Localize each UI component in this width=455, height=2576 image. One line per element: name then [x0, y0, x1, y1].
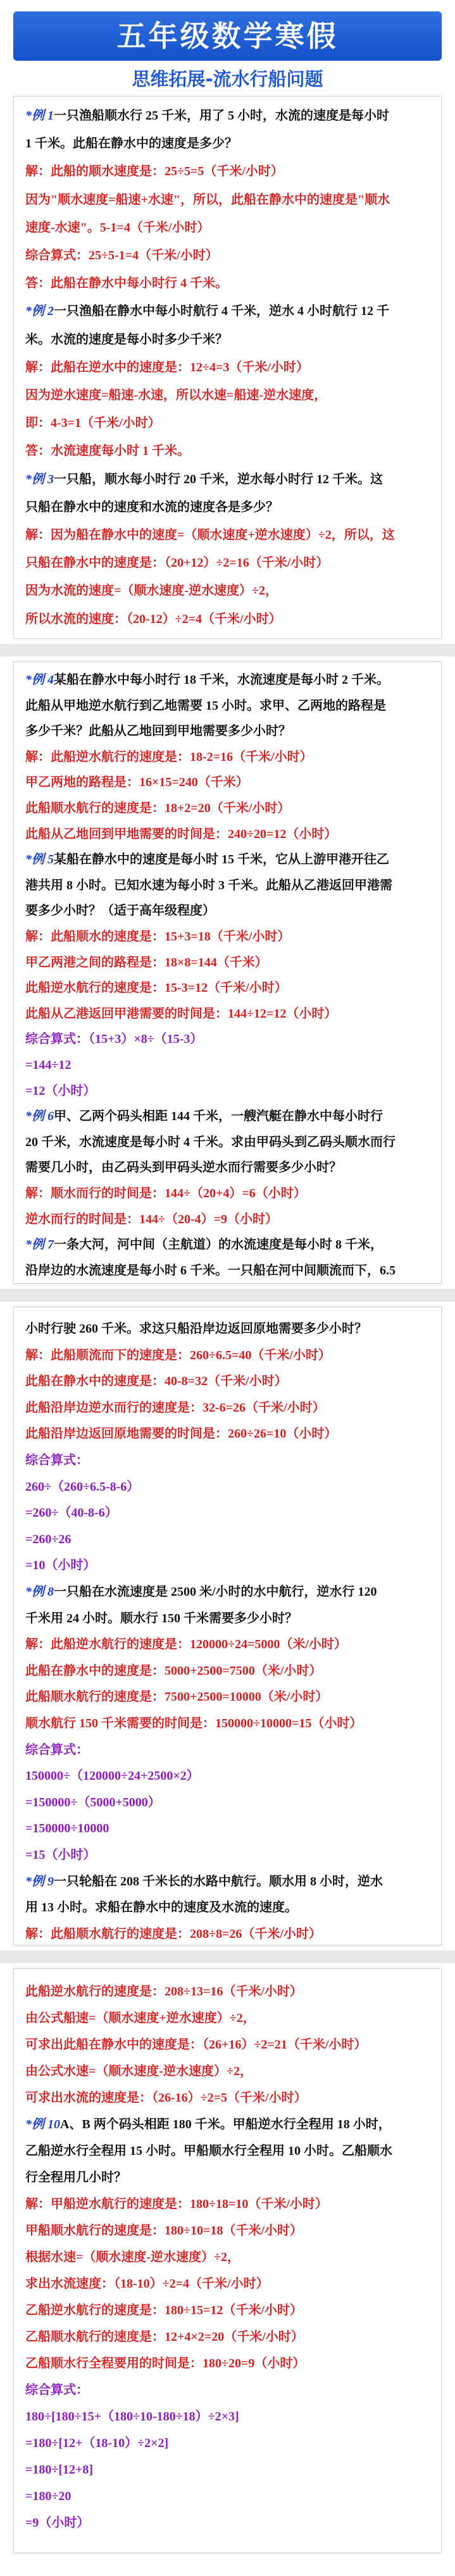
line-text: 答：此船在静水中每小时行 4 千米。	[25, 276, 228, 290]
line-text: =144÷12	[25, 1058, 72, 1072]
text-line	[25, 2432, 430, 2454]
line-text: 综合算式：（15+3）×8÷（15-3）	[25, 1032, 203, 1046]
line-text: 一只船在水流速度是 2500 米/小时的水中航行，逆水行 120	[54, 1585, 377, 1599]
line-text: 只船在静水中的速度是：（20+12）÷2=16（千米/小时）	[25, 556, 329, 570]
line-text: 解：此船顺水的速度是：15+3=18（千米/小时）	[25, 930, 290, 944]
text-line	[25, 2034, 430, 2055]
text-line	[25, 440, 430, 462]
line-text: 所以水流的速度：（20-12）÷2=4（千米/小时）	[25, 612, 282, 626]
line-text: 甲船顺水航行的速度是：180÷10=18（千米/小时）	[25, 2224, 302, 2238]
text-line	[25, 1209, 430, 1230]
text-line	[25, 2273, 430, 2295]
text-line	[25, 1660, 430, 1682]
text-line	[25, 1713, 430, 1734]
panel-gap	[0, 644, 455, 656]
text-line	[25, 300, 430, 322]
example-marker: *例 3	[25, 472, 54, 486]
text-line	[25, 1818, 430, 1839]
line-text: 150000÷（120000÷24+2500×2）	[25, 1769, 199, 1783]
line-text: 一条大河，河中间（主航道）的水流速度是每小时 8 千米，	[54, 1238, 383, 1252]
line-text: 180÷[180÷15+（180÷10-180÷18）÷2×3]	[25, 2410, 239, 2424]
line-text: 解：此船逆水航行的速度是：120000÷24=5000（米/小时）	[25, 1637, 347, 1651]
line-text: 由公式船速=（顺水速度+逆水速度）÷2，	[25, 2011, 256, 2025]
line-text: 千米用 24 小时。顺水行 150 千米需要多少小时？	[25, 1612, 297, 1625]
text-line	[25, 772, 430, 793]
line-text: =180÷20	[25, 2489, 72, 2503]
line-text: 解：此船在逆水中的速度是：12÷4=3（千米/小时）	[25, 361, 309, 374]
line-text: 顺水航行 150 千米需要的时间是：150000÷10000=15（小时）	[25, 1716, 363, 1730]
example-marker: *例 4	[25, 673, 54, 687]
text-line	[25, 161, 430, 182]
line-text: 解：顺水而行的时间是：144÷（20+4）=6（小时）	[25, 1186, 306, 1200]
text-line	[25, 1555, 430, 1576]
text-line	[25, 133, 430, 154]
line-text: 某船在静水中每小时行 18 千米，水流速度是每小时 2 千米。	[54, 673, 389, 687]
text-line	[25, 524, 430, 546]
text-line	[25, 1423, 430, 1445]
text-line	[25, 469, 430, 490]
line-text: 解：此船顺流而下的速度是：260÷6.5=40（千米/小时）	[25, 1348, 331, 1362]
text-line	[25, 2353, 430, 2374]
line-text: 甲乙两港之间的路程是：18×8=144（千米）	[25, 956, 268, 970]
line-text: 因为"顺水速度=船速+水速"，所以，此船在静水中的速度是"顺水	[25, 193, 390, 207]
text-line	[25, 608, 430, 630]
example-marker: *例 8	[25, 1585, 54, 1599]
example-marker: *例 2	[25, 304, 54, 318]
line-text: 甲乙两地的路程是：16×15=240（千米）	[25, 775, 249, 789]
text-line	[25, 2326, 430, 2348]
text-line	[25, 1183, 430, 1204]
line-text: 解：甲船逆水航行的速度是：180÷18=10（千米/小时）	[25, 2197, 328, 2211]
text-line	[25, 1981, 430, 2002]
text-line	[25, 1345, 430, 1366]
line-text: 此船在静水中的速度是：40-8=32（千米/小时）	[25, 1374, 287, 1388]
line-text: 因为逆水速度=船速-水速，所以水速=船速-逆水速度，	[25, 388, 327, 402]
line-text: 此船沿岸边逆水而行的速度是：32-6=26（千米/小时）	[25, 1401, 325, 1415]
line-text: 可求出此船在静水中的速度是：（26+16）÷2=21（千米/小时）	[25, 2038, 367, 2052]
text-line	[25, 2193, 430, 2215]
line-text: 综合算式：25÷5-1=4（千米/小时）	[25, 249, 218, 262]
line-text: 此船从乙港返回甲港需要的时间是：144÷12=12（小时）	[25, 1007, 337, 1021]
line-text: =180÷[12+（18-10）÷2×2]	[25, 2436, 169, 2450]
text-line	[25, 746, 430, 768]
example-marker: *例 6	[25, 1109, 54, 1123]
text-line	[25, 357, 430, 378]
line-text: 此船从乙地回到甲地需要的时间是：240÷20=12（小时）	[25, 827, 337, 841]
text-line	[25, 952, 430, 973]
text-line	[25, 720, 430, 742]
text-line	[25, 875, 430, 896]
text-line	[25, 245, 430, 266]
text-line	[25, 1686, 430, 1708]
line-text: 解：此船的顺水速度是：25÷5=5（千米/小时）	[25, 164, 284, 178]
text-line	[25, 1318, 430, 1340]
text-line	[25, 1131, 430, 1153]
text-line	[25, 189, 430, 211]
line-text: =12（小时）	[25, 1084, 96, 1098]
text-line	[25, 1923, 430, 1945]
text-line	[25, 849, 430, 870]
text-line	[25, 1003, 430, 1025]
text-line	[25, 1581, 430, 1603]
text-line	[25, 1502, 430, 1524]
text-line	[25, 1450, 430, 1471]
text-line	[25, 1106, 430, 1127]
text-line	[25, 695, 430, 717]
line-text: =260÷（40-8-6）	[25, 1506, 118, 1520]
line-text: 乙船逆水行全程用 15 小时。甲船顺水行全程用 10 小时。乙船顺水	[25, 2144, 392, 2158]
line-text: 20 千米，水流速度是每小时 4 千米。求由甲码头到乙码头顺水而行	[25, 1135, 396, 1149]
line-text: 答：水流速度每小时 1 千米。	[25, 444, 190, 458]
line-text: 小时行驶 260 千米。求这只船沿岸边返回原地需要多少小时？	[25, 1322, 367, 1336]
line-text: 要多少小时？（适于高年级程度）	[25, 904, 215, 918]
line-text: =9（小时）	[25, 2516, 90, 2530]
text-line	[25, 1871, 430, 1892]
page-subtitle: 思维拓展-流水行船问题	[132, 68, 323, 90]
line-text: 求出水流速度：（18-10）÷2=4（千米/小时）	[25, 2277, 269, 2291]
line-text: 一只渔船顺水行 25 千米，用了 5 小时，水流的速度是每小时	[54, 109, 389, 123]
text-line	[25, 1529, 430, 1550]
line-text: 某船在静水中的速度是每小时 15 千米，它从上游甲港开往乙	[54, 853, 389, 866]
text-line	[25, 217, 430, 238]
line-text: =150000÷10000	[25, 1821, 109, 1835]
line-text: 乙船顺水行全程要用的时间是：180÷20=9（小时）	[25, 2357, 306, 2370]
example-marker: *例 10	[25, 2117, 60, 2131]
line-text: 综合算式：	[25, 1743, 89, 1757]
line-text: 解：此船逆水航行的速度是：18-2=16（千米/小时）	[25, 750, 313, 764]
line-text: 此船顺水航行的速度是：18+2=20（千米/小时）	[25, 801, 290, 815]
text-line	[25, 2140, 430, 2162]
line-text: 可求出水流的速度是：（26-16）÷2=5（千米/小时）	[25, 2091, 307, 2105]
line-text: 综合算式：	[25, 2383, 89, 2397]
panel-gap	[0, 1289, 455, 1302]
line-text: 沿岸边的水流速度是每小时 6 千米。一只船在河中间顺流而下，6.5	[25, 1264, 396, 1278]
line-text: 行全程用几小时？	[25, 2171, 127, 2185]
text-line	[25, 1054, 430, 1076]
line-text: 因为水流的速度=（顺水速度-逆水速度）÷2，	[25, 584, 278, 598]
text-line	[25, 798, 430, 819]
line-text: =10（小时）	[25, 1558, 96, 1572]
text-line	[25, 1634, 430, 1655]
line-text: 多少千米？此船从乙地回到甲地需要多少小时？	[25, 724, 291, 738]
line-text: =150000÷（5000+5000）	[25, 1796, 161, 1809]
example-marker: *例 1	[25, 109, 54, 123]
example-marker: *例 9	[25, 1875, 54, 1889]
text-line	[25, 977, 430, 999]
line-text: 逆水而行的时间是：144÷（20-4）=9（小时）	[25, 1212, 278, 1226]
line-text: 一只轮船在 208 千米长的水路中航行。顺水用 8 小时，逆水	[54, 1875, 383, 1889]
text-line	[25, 385, 430, 406]
text-line	[25, 2406, 430, 2427]
text-line	[25, 1739, 430, 1761]
panel-gap	[0, 1950, 455, 1963]
line-text: 需要几小时，由乙码头到甲码头逆水而行需要多少小时？	[25, 1161, 342, 1174]
line-text: 此船逆水航行的速度是：15-3=12（千米/小时）	[25, 981, 287, 995]
line-text: 甲、乙两个码头相距 144 千米，一艘汽艇在静水中每小时行	[54, 1109, 383, 1123]
text-line	[25, 2087, 430, 2109]
text-line	[25, 2512, 430, 2534]
text-line	[25, 2167, 430, 2188]
text-line	[25, 552, 430, 574]
text-line	[25, 2220, 430, 2241]
line-text: 米。水流的速度是每小时多少千米？	[25, 333, 228, 347]
text-line	[25, 823, 430, 845]
line-text: 乙船逆水航行的速度是：180÷15=12（千米/小时）	[25, 2303, 302, 2317]
text-line	[25, 2459, 430, 2480]
text-line	[25, 1157, 430, 1178]
line-text: =15（小时）	[25, 1848, 96, 1862]
text-line	[25, 1844, 430, 1866]
text-line	[25, 2114, 430, 2135]
title-banner: 五年级数学寒假	[13, 11, 442, 61]
text-line	[25, 412, 430, 434]
text-line	[25, 2486, 430, 2507]
text-line	[25, 926, 430, 947]
line-text: 解：此船顺水航行的速度是：208÷8=26（千米/小时）	[25, 1927, 321, 1941]
text-line	[25, 2300, 430, 2321]
line-text: 此船顺水航行的速度是：7500+2500=10000（米/小时）	[25, 1690, 328, 1704]
text-line	[25, 496, 430, 518]
text-line	[25, 1371, 430, 1392]
text-line	[25, 329, 430, 350]
line-text: A、B 两个码头相距 180 千米。甲船逆水行全程用 18 小时，	[60, 2117, 391, 2131]
text-line	[25, 669, 430, 691]
text-line	[25, 1608, 430, 1629]
text-line	[25, 2379, 430, 2401]
text-line	[25, 2061, 430, 2082]
line-text: 此船逆水航行的速度是：208÷13=16（千米/小时）	[25, 1985, 302, 1999]
text-line	[25, 900, 430, 921]
line-text: 港共用 8 小时。已知水速为每小时 3 千米。此船从乙港返回甲港需	[25, 878, 392, 892]
text-line	[25, 2007, 430, 2029]
line-text: 即：4-3=1（千米/小时）	[25, 416, 161, 430]
line-text: =180÷[12+8]	[25, 2463, 94, 2477]
line-text: 速度-水速"。5-1=4（千米/小时）	[25, 221, 210, 235]
line-text: 综合算式：	[25, 1453, 89, 1467]
line-text: 用 13 小时。求船在静水中的速度及水流的速度。	[25, 1901, 297, 1914]
line-text: 260÷（260÷6.5-8-6）	[25, 1480, 140, 1494]
line-text: 由公式水速=（顺水速度-逆水速度）÷2，	[25, 2064, 253, 2078]
text-line	[25, 2246, 430, 2268]
line-text: 此船从甲地逆水航行到乙地需要 15 小时。求甲、乙两地的路程是	[25, 699, 386, 713]
text-line	[25, 1765, 430, 1787]
line-text: 此船沿岸边返回原地需要的时间是：260÷26=10（小时）	[25, 1427, 337, 1441]
line-text: 根据水速=（顺水速度-逆水速度）÷2，	[25, 2250, 240, 2264]
line-text: 此船在静水中的速度是：5000+2500=7500（米/小时）	[25, 1664, 322, 1678]
line-text: 一只船，顺水每小时行 20 千米，逆水每小时行 12 千米。这	[54, 472, 383, 486]
line-text: 一只渔船在静水中每小时航行 4 千米，逆水 4 小时航行 12 千	[54, 304, 389, 318]
text-line	[25, 1476, 430, 1498]
line-text: =260÷26	[25, 1532, 72, 1546]
example-marker: *例 7	[25, 1238, 54, 1252]
text-line	[25, 105, 430, 126]
text-line	[25, 1397, 430, 1419]
line-text: 乙船顺水航行的速度是：12+4×2=20（千米/小时）	[25, 2330, 304, 2344]
text-line	[25, 273, 430, 294]
text-line	[25, 1260, 430, 1281]
line-text: 1 千米。此船在静水中的速度是多少？	[25, 137, 237, 151]
text-line	[25, 1897, 430, 1918]
example-marker: *例 5	[25, 853, 54, 866]
line-text: 只船在静水中的速度和水流的速度各是多少？	[25, 500, 278, 514]
text-line	[25, 1792, 430, 1813]
text-line	[25, 580, 430, 601]
text-line	[25, 1080, 430, 1102]
text-line	[25, 1234, 430, 1255]
line-text: 解：因为船在静水中的速度=（顺水速度+逆水速度）÷2，所以，这	[25, 528, 395, 542]
text-line	[25, 1028, 430, 1050]
